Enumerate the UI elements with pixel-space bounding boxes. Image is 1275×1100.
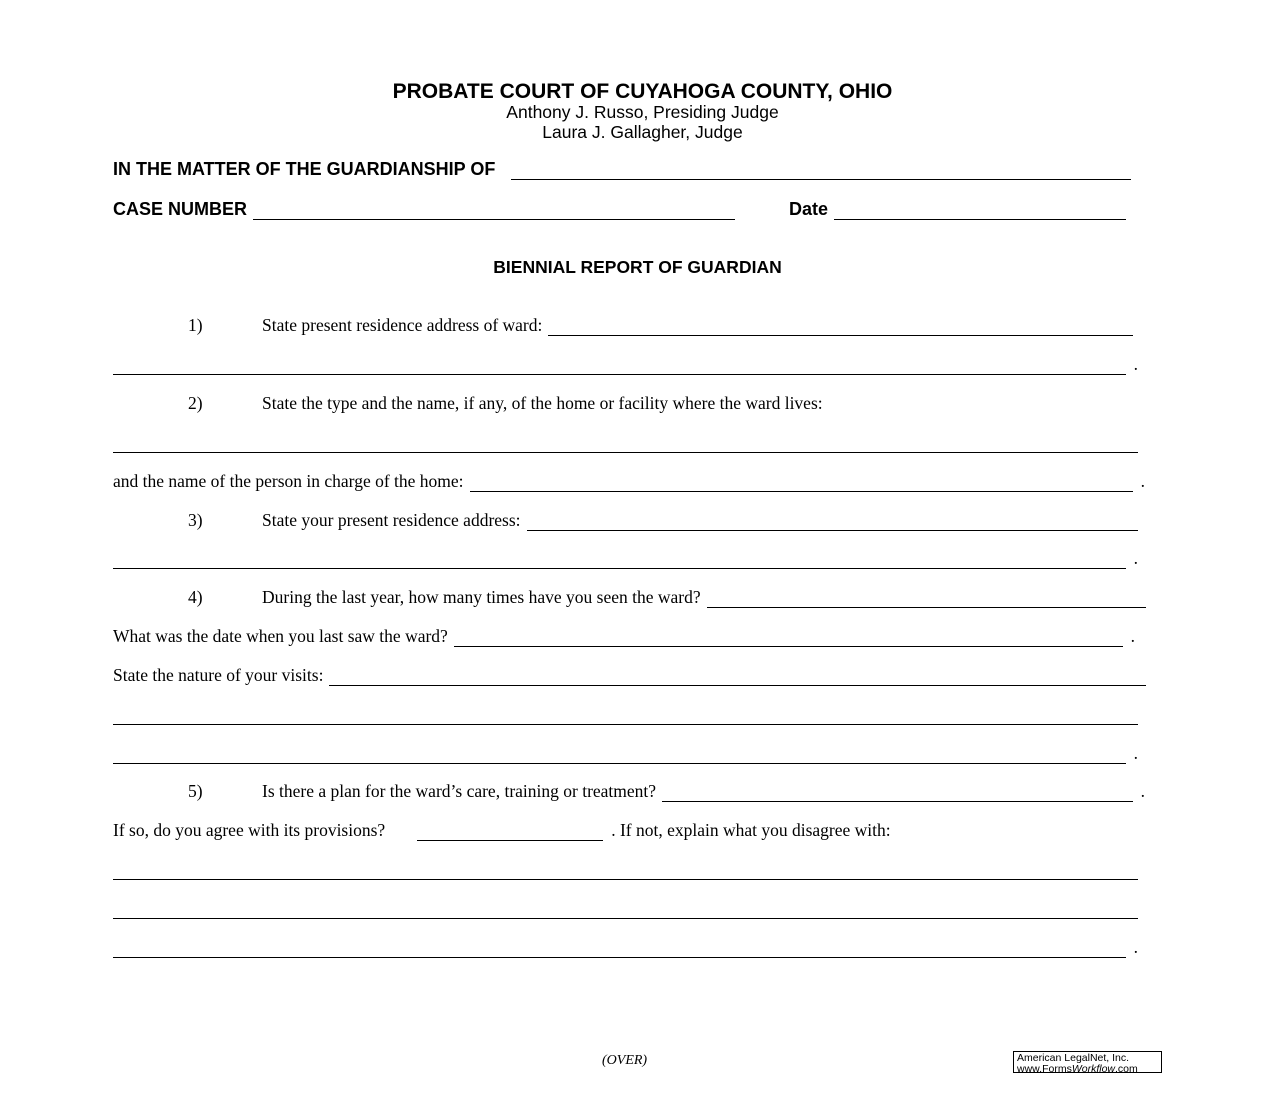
disagree-field-3[interactable] bbox=[113, 941, 1126, 958]
guardianship-label: IN THE MATTER OF THE GUARDIANSHIP OF bbox=[113, 159, 496, 179]
q2-row2 bbox=[113, 431, 1138, 453]
judge: Laura J. Gallagher, Judge bbox=[542, 122, 743, 142]
q3-row2 bbox=[113, 547, 1138, 569]
q1-number: 1) bbox=[188, 315, 203, 335]
guardian-address-field-2[interactable] bbox=[113, 552, 1126, 569]
vendor-url-part: Workflow bbox=[1071, 1062, 1116, 1075]
q4-row5 bbox=[113, 742, 1138, 764]
q4-row3 bbox=[113, 664, 1146, 686]
date-field[interactable] bbox=[834, 203, 1126, 220]
case-number-label: CASE NUMBER bbox=[113, 199, 248, 219]
period: . bbox=[1133, 937, 1138, 957]
vendor-url-part: .com bbox=[1115, 1062, 1138, 1075]
visit-nature-field-3[interactable] bbox=[113, 747, 1126, 764]
form-title: BIENNIAL REPORT OF GUARDIAN bbox=[493, 257, 782, 277]
ward-name-field[interactable] bbox=[511, 163, 1131, 180]
q1-row2 bbox=[113, 353, 1138, 375]
case-number-row bbox=[113, 198, 735, 220]
q4-row bbox=[188, 586, 1146, 608]
q4-row2 bbox=[113, 625, 1135, 647]
vendor-url bbox=[1017, 1064, 1161, 1075]
presiding-judge: Anthony J. Russo, Presiding Judge bbox=[506, 102, 779, 122]
facility-field[interactable] bbox=[113, 436, 1138, 453]
date-label: Date bbox=[789, 199, 829, 219]
q5-row5 bbox=[113, 936, 1138, 958]
over-note: (OVER) bbox=[602, 1053, 648, 1068]
period: . bbox=[1140, 471, 1145, 491]
guardianship-row bbox=[113, 158, 1131, 180]
vendor-name: American LegalNet, Inc. bbox=[1017, 1052, 1130, 1064]
q5-row3 bbox=[113, 858, 1138, 880]
agree-field[interactable] bbox=[417, 824, 603, 841]
period: . bbox=[1133, 743, 1138, 763]
person-in-charge-field[interactable] bbox=[470, 475, 1133, 492]
q2-label: State the type and the name, if any, of the home or facility where the ward lives: bbox=[262, 393, 823, 413]
visit-nature-field-2[interactable] bbox=[113, 708, 1138, 725]
case-number-field[interactable] bbox=[253, 203, 735, 220]
last-visit-date-field[interactable] bbox=[454, 630, 1123, 647]
q5-number: 5) bbox=[188, 781, 203, 801]
q5-row4 bbox=[113, 897, 1138, 919]
period: . bbox=[1130, 626, 1135, 646]
q5-row bbox=[188, 780, 1145, 802]
q5b-label: If so, do you agree with its provisions? bbox=[113, 820, 386, 840]
disagree-field[interactable] bbox=[113, 863, 1138, 880]
ward-address-field-2[interactable] bbox=[113, 358, 1126, 375]
q3-number: 3) bbox=[188, 510, 203, 530]
q4b-label: What was the date when you last saw the ward? bbox=[113, 626, 448, 646]
q4-number: 4) bbox=[188, 587, 203, 607]
q2b-label: and the name of the person in charge of the home: bbox=[113, 471, 464, 491]
q4c-label: State the nature of your visits: bbox=[113, 665, 324, 685]
ward-address-field[interactable] bbox=[548, 319, 1133, 336]
period: . bbox=[1133, 548, 1138, 568]
q1-row bbox=[188, 314, 1133, 336]
q2-row bbox=[188, 392, 1148, 414]
q3-label: State your present residence address: bbox=[262, 510, 521, 530]
court-title: PROBATE COURT OF CUYAHOGA COUNTY, OHIO bbox=[392, 80, 893, 103]
visit-nature-field[interactable] bbox=[329, 669, 1146, 686]
q3-row bbox=[188, 509, 1138, 531]
q5-row2 bbox=[113, 819, 1138, 841]
date-row bbox=[789, 198, 1126, 220]
disagree-field-2[interactable] bbox=[113, 902, 1138, 919]
visit-count-field[interactable] bbox=[707, 591, 1146, 608]
care-plan-field[interactable] bbox=[662, 785, 1133, 802]
q4-row4 bbox=[113, 703, 1138, 725]
q4-label: During the last year, how many times have you seen the ward? bbox=[262, 587, 701, 607]
q5-label: Is there a plan for the ward’s care, training or treatment? bbox=[262, 781, 657, 801]
period: . bbox=[1133, 354, 1138, 374]
guardian-address-field[interactable] bbox=[527, 514, 1138, 531]
vendor-logo bbox=[1013, 1051, 1162, 1073]
vendor-url-part: www.Forms bbox=[1017, 1062, 1072, 1075]
q5c-label: . If not, explain what you disagree with: bbox=[611, 820, 891, 840]
period: . bbox=[1140, 781, 1145, 801]
q1-label: State present residence address of ward: bbox=[262, 315, 543, 335]
q2-number: 2) bbox=[188, 393, 203, 413]
q2-row3 bbox=[113, 470, 1145, 492]
